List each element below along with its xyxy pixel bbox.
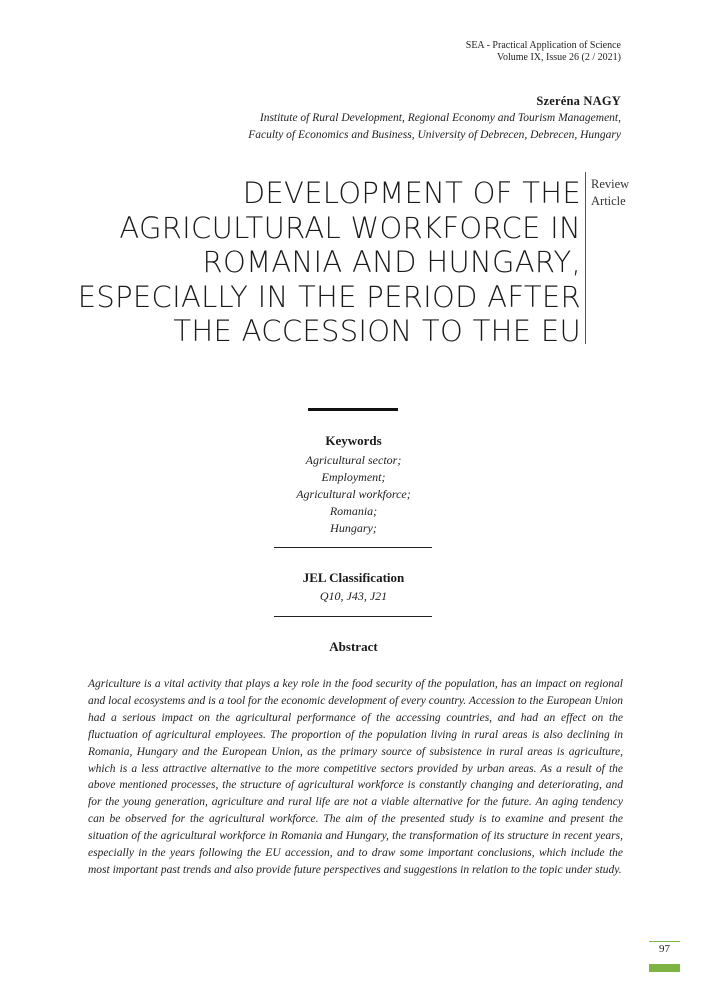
title-line: AGRICULTURAL WORKFORCE IN [119, 210, 581, 245]
author-affiliation [248, 110, 621, 144]
article-type [591, 176, 629, 210]
title-line: THE ACCESSION TO THE EU [173, 314, 581, 348]
keywords-list [0, 452, 707, 537]
jel-section [0, 570, 707, 605]
article-title [61, 176, 581, 349]
journal-name: SEA - Practical Application of Science [465, 40, 621, 51]
abstract-text: Agriculture is a vital activity that plays a key role in the food security of the population, has an impact on regional and local ecosystems and is a tool for the economic development of every country. Accession to the European Union had a serious impact on the agricultural performance of the accessing countries, and had an effect on the fluctuation of agricultural employees. The proportion of the population living in rural areas is also declining in Romania, Hungary and the European Union, as the primary source of subsistence in rural areas is agriculture, which is a less attractive alternative to the more competitive sectors provided by urban areas. As a result of the above mentioned processes, the structure of agricultural workforce is constantly changing and deteriorating, and for the young generation, agriculture and rural life are not a viable alternative for the future. An aging tendency can be observed for the agricultural workforce. The aim of the presented study is to examine and present the situation of the agricultural workforce in Romania and Hungary, the transformation of its structure in recent years, especially in the years following the EU accession, and to draw some important conclusions, which include the most important past trends and also provide future perspectives and suggestions in relation to the topic under study. [88, 678, 623, 876]
keyword-item: Employment; [321, 470, 386, 484]
page-number-rule [649, 941, 680, 942]
journal-header [466, 40, 621, 64]
article-type-line: Article [591, 194, 626, 208]
section-divider [274, 547, 432, 548]
jel-heading: JEL Classification [302, 570, 405, 585]
affiliation-line: Institute of Rural Development, Regional Economy and Tourism Management, [259, 112, 621, 124]
keyword-item: Agricultural workforce; [296, 487, 411, 501]
keyword-item: Agricultural sector; [305, 453, 402, 467]
page-number: 97 [659, 943, 670, 955]
jel-codes: Q10, J43, J21 [319, 589, 388, 603]
section-divider-thick [308, 408, 398, 411]
abstract-heading: Abstract [329, 639, 378, 654]
affiliation-line: Faculty of Economics and Business, University of Debrecen, Debrecen, Hungary [248, 129, 621, 141]
page-accent-bar [649, 964, 680, 972]
author-name: Szeréna NAGY [536, 94, 621, 108]
keyword-item: Hungary; [330, 521, 377, 535]
section-divider [274, 616, 432, 617]
keyword-item: Romania; [329, 504, 378, 518]
title-divider [585, 172, 586, 344]
keywords-section [0, 433, 707, 537]
title-line: DEVELOPMENT OF THE [242, 176, 581, 210]
journal-volume: Volume IX, Issue 26 (2 / 2021) [497, 52, 621, 63]
article-type-line: Review [591, 177, 630, 191]
title-line: ESPECIALLY IN THE PERIOD AFTER [77, 279, 581, 314]
title-line: ROMANIA AND HUNGARY, [202, 245, 581, 279]
keywords-heading: Keywords [325, 433, 382, 448]
